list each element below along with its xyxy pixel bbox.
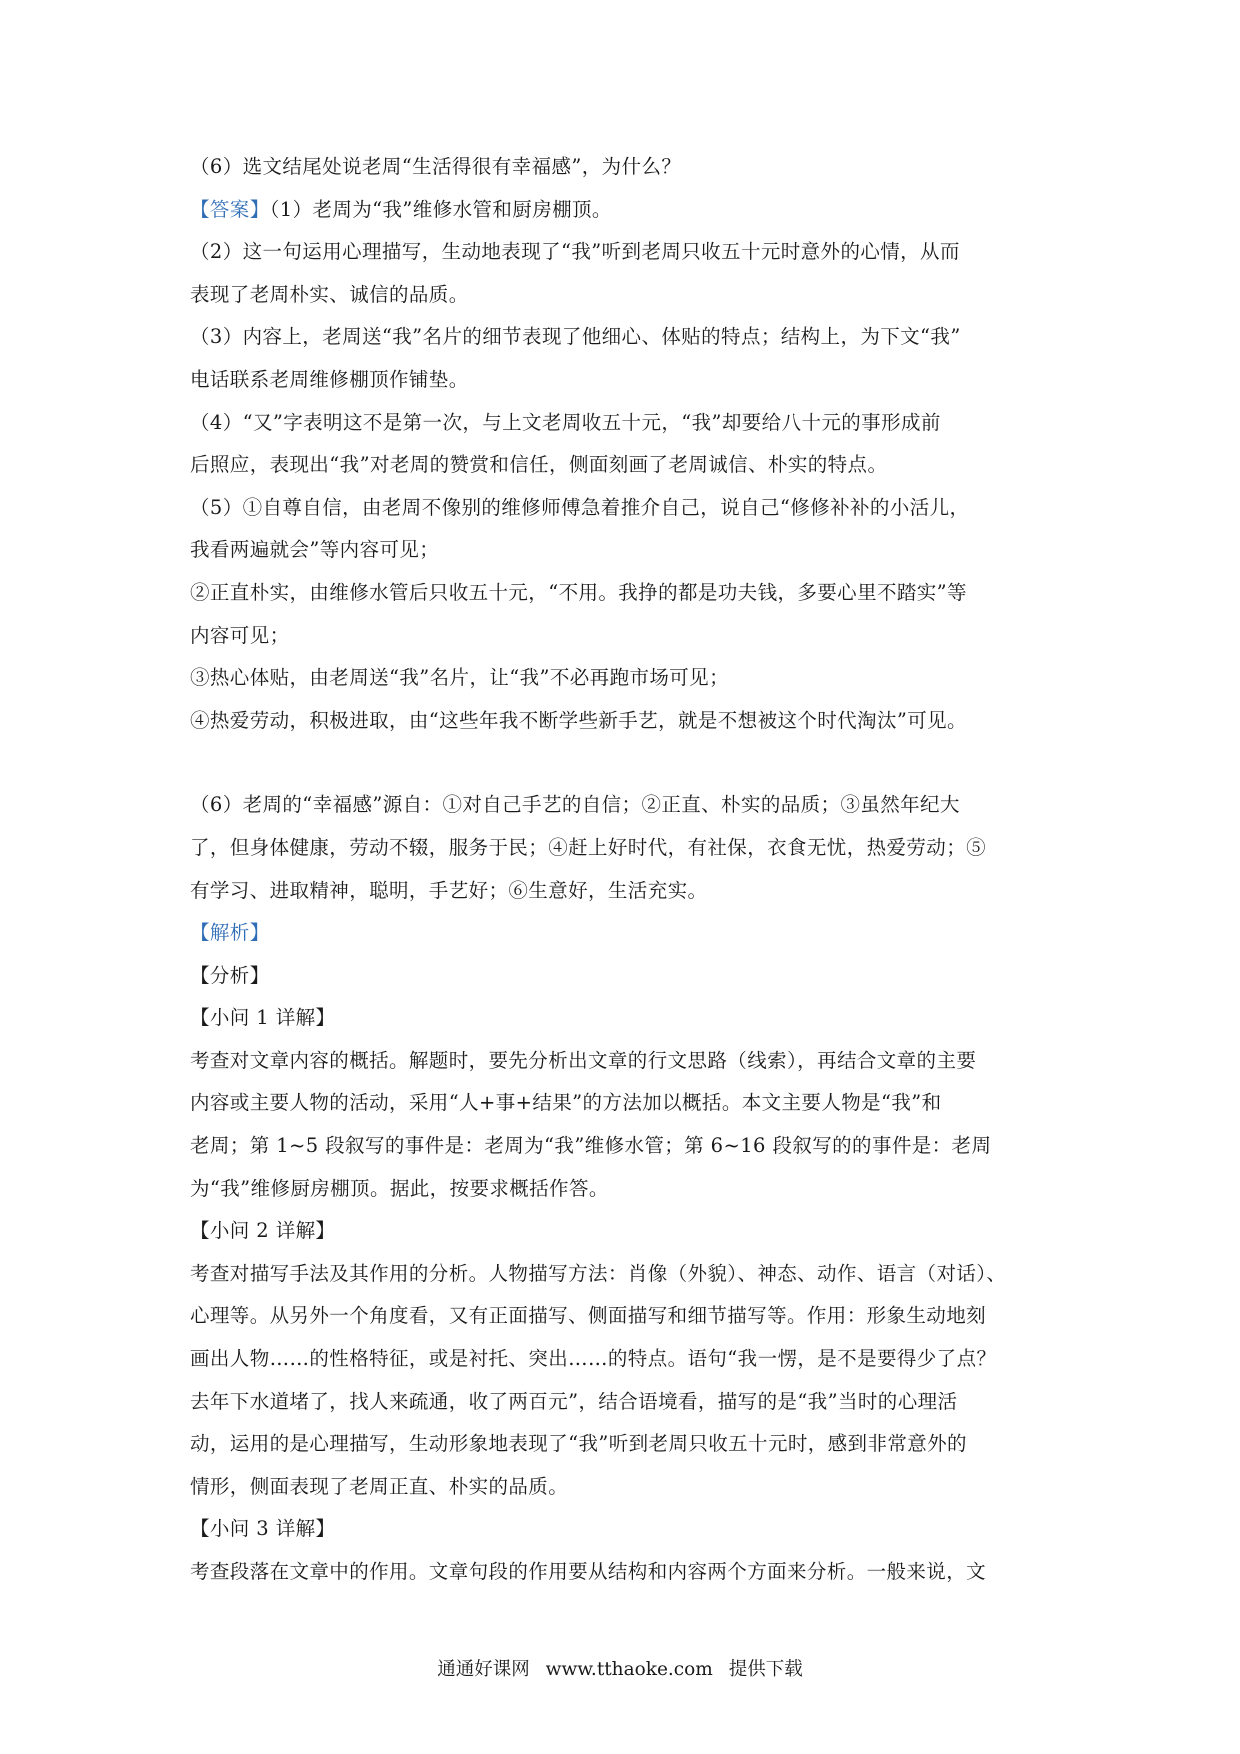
answer-2-line-1: （2）这一句运用心理描写，生动地表现了“我”听到老周只收五十元时意外的心情，从而	[190, 240, 960, 264]
sub-question-2-line-1: 考查对描写手法及其作用的分析。人物描写方法：肖像（外貌）、神态、动作、语言（对话）、	[190, 1261, 1007, 1285]
sub-question-3-heading: 【小问 3 详解】	[190, 1517, 336, 1541]
sub-question-2-line-5: 动，运用的是心理描写，生动形象地表现了“我”听到老周只收五十元时，感到非常意外的	[190, 1432, 967, 1456]
sub-question-2-heading: 【小问 2 详解】	[190, 1219, 336, 1243]
answer-4-line-2: 后照应，表现出“我”对老周的赞赏和信任，侧面刻画了老周诚信、朴实的特点。	[190, 453, 888, 477]
answer-6-line-2: 了，但身体健康，劳动不辍，服务于民；④赶上好时代，有社保，衣食无忧，热爱劳动；⑤	[190, 835, 987, 859]
sub-question-2-line-4: 去年下水道堵了，找人来疏通，收了两百元”，结合语境看，描写的是“我”当时的心理活	[190, 1389, 958, 1413]
answer-5-line-3: ②正直朴实，由维修水管后只收五十元，“不用。我挣的都是功夫钱，多要心里不踏实”等	[190, 580, 967, 604]
analysis-fenxi-heading: 【分析】	[190, 963, 270, 987]
answer-5-line-4: 内容可见；	[190, 623, 290, 647]
page-content	[190, 146, 1056, 1594]
sub-question-1-line-3: 老周；第 1~5 段叙写的事件是：老周为“我”维修水管；第 6~16 段叙写的的事件是：老周	[190, 1134, 992, 1158]
sub-question-1-heading: 【小问 1 详解】	[190, 1006, 336, 1030]
paragraph-gap	[190, 742, 1056, 784]
answer-6-line-1: （6）老周的“幸福感”源自：①对自己手艺的自信；②正直、朴实的品质；③虽然年纪大	[190, 793, 960, 817]
answer-5-line-6: ④热爱劳动，积极进取，由“这些年我不断学些新手艺，就是不想被这个时代淘汰”可见。	[190, 708, 967, 732]
sub-question-3-line-1: 考查段落在文章中的作用。文章句段的作用要从结构和内容两个方面来分析。一般来说，文	[190, 1560, 987, 1583]
answer-3-line-1: （3）内容上，老周送“我”名片的细节表现了他细心、体贴的特点；结构上，为下文“我”	[190, 325, 961, 349]
sub-question-2-line-6: 情形，侧面表现了老周正直、朴实的品质。	[190, 1474, 569, 1498]
answer-label: 【答案】	[190, 197, 270, 221]
sub-question-1-line-1: 考查对文章内容的概括。解题时，要先分析出文章的行文思路（线索），再结合文章的主要	[190, 1048, 977, 1072]
answer-3-line-2: 电话联系老周维修棚顶作铺垫。	[190, 367, 469, 391]
answer-6-line-3: 有学习、进取精神，聪明，手艺好；⑥生意好，生活充实。	[190, 878, 708, 902]
answer-4-line-1: （4）“又”字表明这不是第一次，与上文老周收五十元，“我”却要给八十元的事形成前	[190, 410, 941, 434]
footer-suffix: 提供下载	[728, 1659, 803, 1680]
answer-1-line	[190, 189, 1056, 232]
question-6: （6）选文结尾处说老周“生活得很有幸福感”，为什么？	[190, 155, 682, 178]
footer-url[interactable]: www.tthaoke.com	[545, 1659, 713, 1680]
analysis-label: 【解析】	[190, 921, 270, 945]
answer-5-line-1: （5）①自尊自信，由老周不像别的维修师傅急着推介自己，说自己“修修补补的小活儿，	[190, 495, 970, 519]
footer-site-name: 通通好课网	[437, 1659, 530, 1680]
answer-5-line-5: ③热心体贴，由老周送“我”名片，让“我”不必再跑市场可见；	[190, 666, 729, 690]
page-footer	[0, 1655, 1240, 1681]
answer-5-line-2: 我看两遍就会”等内容可见；	[190, 538, 440, 562]
sub-question-1-line-2: 内容或主要人物的活动，采用“人+事+结果”的方法加以概括。本文主要人物是“我”和	[190, 1091, 942, 1115]
answer-1: （1）老周为“我”维修水管和厨房棚顶。	[269, 197, 612, 221]
answer-2-line-2: 表现了老周朴实、诚信的品质。	[190, 282, 469, 306]
sub-question-2-line-2: 心理等。从另外一个角度看，又有正面描写、侧面描写和细节描写等。作用：形象生动地刻	[190, 1304, 987, 1328]
sub-question-1-line-4: 为“我”维修厨房棚顶。据此，按要求概括作答。	[190, 1176, 609, 1200]
sub-question-2-line-3: 画出人物……的性格特征，或是衬托、突出……的特点。语句“我一愣，是不是要得少了点？	[190, 1347, 997, 1371]
